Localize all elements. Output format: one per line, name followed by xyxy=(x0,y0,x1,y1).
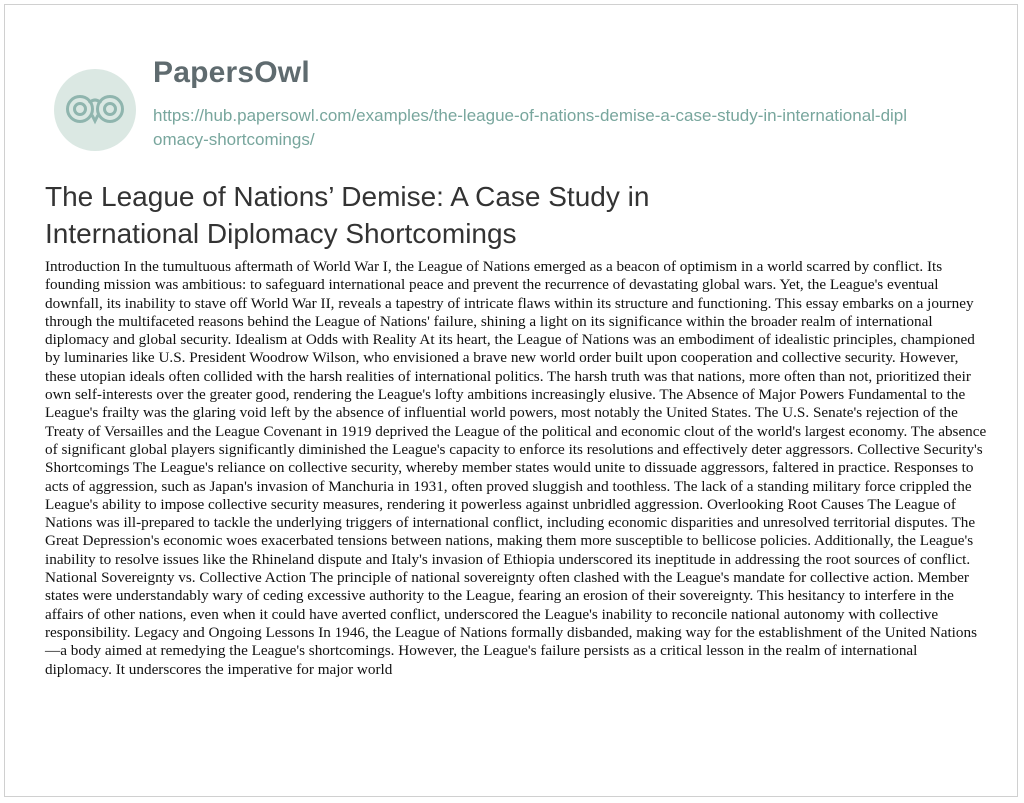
owl-eyes-icon xyxy=(45,60,145,160)
header xyxy=(45,34,985,156)
document-title: The League of Nations’ Demise: A Case Study in International Diplomacy Shortcomings xyxy=(45,181,650,249)
source-url-link[interactable]: https://hub.papersowl.com/examples/the-league-of-nations-demise-a-case-study-in-international-diplomacy-shortcomings/ xyxy=(153,106,908,149)
brand-name: PapersOwl xyxy=(153,56,310,89)
document-body: Introduction In the tumultuous aftermath of World War I, the League of Nations emerged as a beacon of optimism in a world scarred by conflict. Its founding mission was ambitious: to safeguard international peace and prevent the recurrence of devastating global wars. Yet, the League's eventual downfall, its inability to stave off World War II, reveals a tapestry of intricate flaws within its structure and functioning. This essay embarks on a journey through the multifaceted reasons behind the League of Nations' failure, shining a light on its significance within the broader realm of international diplomacy and global security. Idealism at Odds with Reality At its heart, the League of Nations was an embodiment of idealistic principles, championed by luminaries like U.S. President Woodrow Wilson, who envisioned a brave new world order built upon cooperation and collective security. However, these utopian ideals often collided with the harsh realities of international politics. The harsh truth was that nations, more often than not, prioritized their own self-interests over the greater good, rendering the League's lofty ambitions increasingly elusive. The Absence of Major Powers Fundamental to the League's frailty was the glaring void left by the absence of influential world powers, most notably the United States. The U.S. Senate's rejection of the Treaty of Versailles and the League Covenant in 1919 deprived the League of the political and economic clout of the world's largest economy. The absence of significant global players significantly diminished the League's capacity to enforce its resolutions and effectively deter aggressors. Collective Security's Shortcomings The League's reliance on collective security, whereby member states would unite to dissuade aggressors, faltered in practice. Responses to acts of aggression, such as Japan's invasion of Manchuria in 1931, often proved sluggish and toothless. The lack of a standing military force crippled the League's ability to impose collective security measures, rendering it powerless against unbridled aggression. Overlooking Root Causes The League of Nations was ill-prepared to tackle the underlying triggers of international conflict, including economic disparities and unresolved territorial disputes. The Great Depression's economic woes exacerbated tensions between nations, making them more susceptible to bellicose policies. Additionally, the League's inability to resolve issues like the Rhineland dispute and Italy's invasion of Ethiopia underscored its ineptitude in addressing the root sources of conflict. National Sovereignty vs. Collective Action The principle of national sovereignty often clashed with the League's mandate for collective action. Member states were understandably wary of ceding excessive authority to the League, fearing an erosion of their sovereignty. This hesitancy to interfere in the affairs of other nations, even when it could have averted conflict, underscored the League's inability to reconcile national autonomy with collective responsibility. Legacy and Ongoing Lessons In 1946, the League of Nations formally disbanded, making way for the establishment of the United Nations—a body aimed at remedying the League's shortcomings. However, the League's failure persists as a critical lesson in the realm of international diplomacy. It underscores the imperative for major world xyxy=(45,258,987,678)
